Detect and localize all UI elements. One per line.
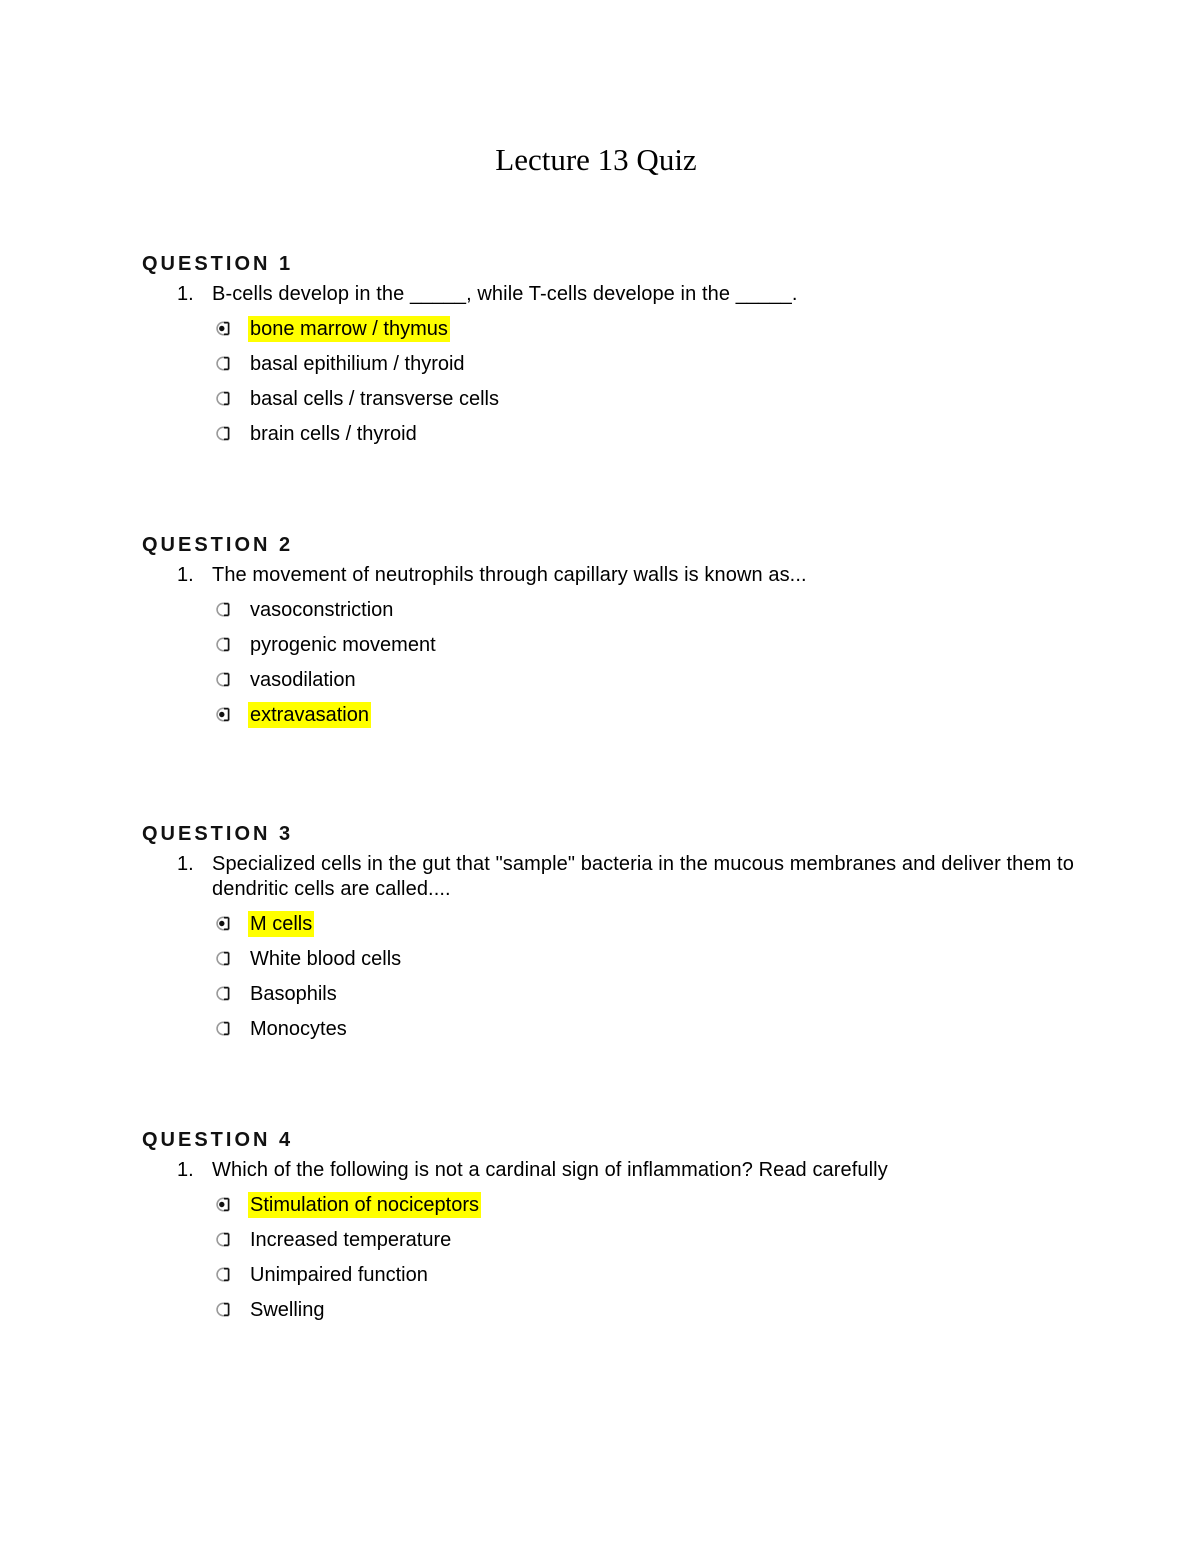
answer-option[interactable] <box>214 1222 1102 1257</box>
answer-option-label: vasoconstriction <box>250 598 394 621</box>
radio-unselected-icon[interactable] <box>214 601 231 618</box>
answer-option-label: Stimulation of nociceptors <box>250 1193 480 1216</box>
question-text: Which of the following is not a cardinal sign of inflammation? Read carefully <box>212 1159 888 1181</box>
answer-options <box>142 592 1102 732</box>
answer-option-label: Monocytes <box>250 1017 347 1040</box>
answer-option[interactable] <box>214 1011 1102 1046</box>
radio-unselected-icon[interactable] <box>214 1231 231 1248</box>
answer-option[interactable] <box>214 697 1102 732</box>
question-heading: QUESTION 3 <box>142 823 294 845</box>
radio-unselected-icon[interactable] <box>214 985 231 1002</box>
answer-option-label: Unimpaired function <box>250 1263 428 1286</box>
question-stem <box>142 852 1102 902</box>
radio-unselected-icon[interactable] <box>214 355 231 372</box>
question-number: 1. <box>177 853 194 875</box>
question-stem <box>142 1158 1102 1183</box>
answer-option-label: M cells <box>250 912 313 935</box>
answer-option-label: basal cells / transverse cells <box>250 387 499 410</box>
answer-option[interactable] <box>214 346 1102 381</box>
radio-unselected-icon[interactable] <box>214 950 231 967</box>
question-heading: QUESTION 1 <box>142 253 294 275</box>
radio-selected-icon[interactable] <box>214 320 231 337</box>
answer-options <box>142 1187 1102 1327</box>
answer-option-label: brain cells / thyroid <box>250 422 417 445</box>
answer-option-label: basal epithilium / thyroid <box>250 352 465 375</box>
question-2 <box>142 531 1102 732</box>
question-text: Specialized cells in the gut that "sample" bacteria in the mucous membranes and deliver them to dendritic cells are called.... <box>212 853 1074 900</box>
question-number: 1. <box>177 1159 194 1181</box>
radio-unselected-icon[interactable] <box>214 425 231 442</box>
answer-option-label: Increased temperature <box>250 1228 452 1251</box>
answer-option[interactable] <box>214 627 1102 662</box>
radio-selected-icon[interactable] <box>214 1196 231 1213</box>
question-heading: QUESTION 2 <box>142 534 294 556</box>
radio-unselected-icon[interactable] <box>214 1266 231 1283</box>
answer-option[interactable] <box>214 1187 1102 1222</box>
question-stem <box>142 563 1102 588</box>
answer-option-label: vasodilation <box>250 668 356 691</box>
question-text: The movement of neutrophils through capillary walls is known as... <box>212 564 807 586</box>
answer-option-label: pyrogenic movement <box>250 633 436 656</box>
radio-unselected-icon[interactable] <box>214 671 231 688</box>
page-title: Lecture 13 Quiz <box>495 142 697 177</box>
answer-option[interactable] <box>214 311 1102 346</box>
answer-option[interactable] <box>214 1257 1102 1292</box>
radio-unselected-icon[interactable] <box>214 636 231 653</box>
answer-option-label: bone marrow / thymus <box>250 317 448 340</box>
radio-selected-icon[interactable] <box>214 706 231 723</box>
question-stem <box>142 282 1102 307</box>
question-text: B-cells develop in the _____, while T-cells develope in the _____. <box>212 283 798 305</box>
answer-option-label: extravasation <box>250 703 369 726</box>
question-1 <box>142 250 1102 451</box>
answer-option[interactable] <box>214 662 1102 697</box>
question-number: 1. <box>177 283 194 305</box>
question-4 <box>142 1126 1102 1327</box>
answer-option[interactable] <box>214 906 1102 941</box>
answer-option-label: White blood cells <box>250 947 402 970</box>
answer-option[interactable] <box>214 976 1102 1011</box>
radio-selected-icon[interactable] <box>214 915 231 932</box>
answer-option[interactable] <box>214 592 1102 627</box>
radio-unselected-icon[interactable] <box>214 1020 231 1037</box>
answer-option[interactable] <box>214 416 1102 451</box>
question-3 <box>142 820 1102 1046</box>
answer-option[interactable] <box>214 941 1102 976</box>
answer-option-label: Swelling <box>250 1298 325 1321</box>
radio-unselected-icon[interactable] <box>214 1301 231 1318</box>
answer-option[interactable] <box>214 1292 1102 1327</box>
answer-option[interactable] <box>214 381 1102 416</box>
answer-option-label: Basophils <box>250 982 337 1005</box>
radio-unselected-icon[interactable] <box>214 390 231 407</box>
answer-options <box>142 311 1102 451</box>
question-number: 1. <box>177 564 194 586</box>
answer-options <box>142 906 1102 1046</box>
question-heading: QUESTION 4 <box>142 1129 294 1151</box>
